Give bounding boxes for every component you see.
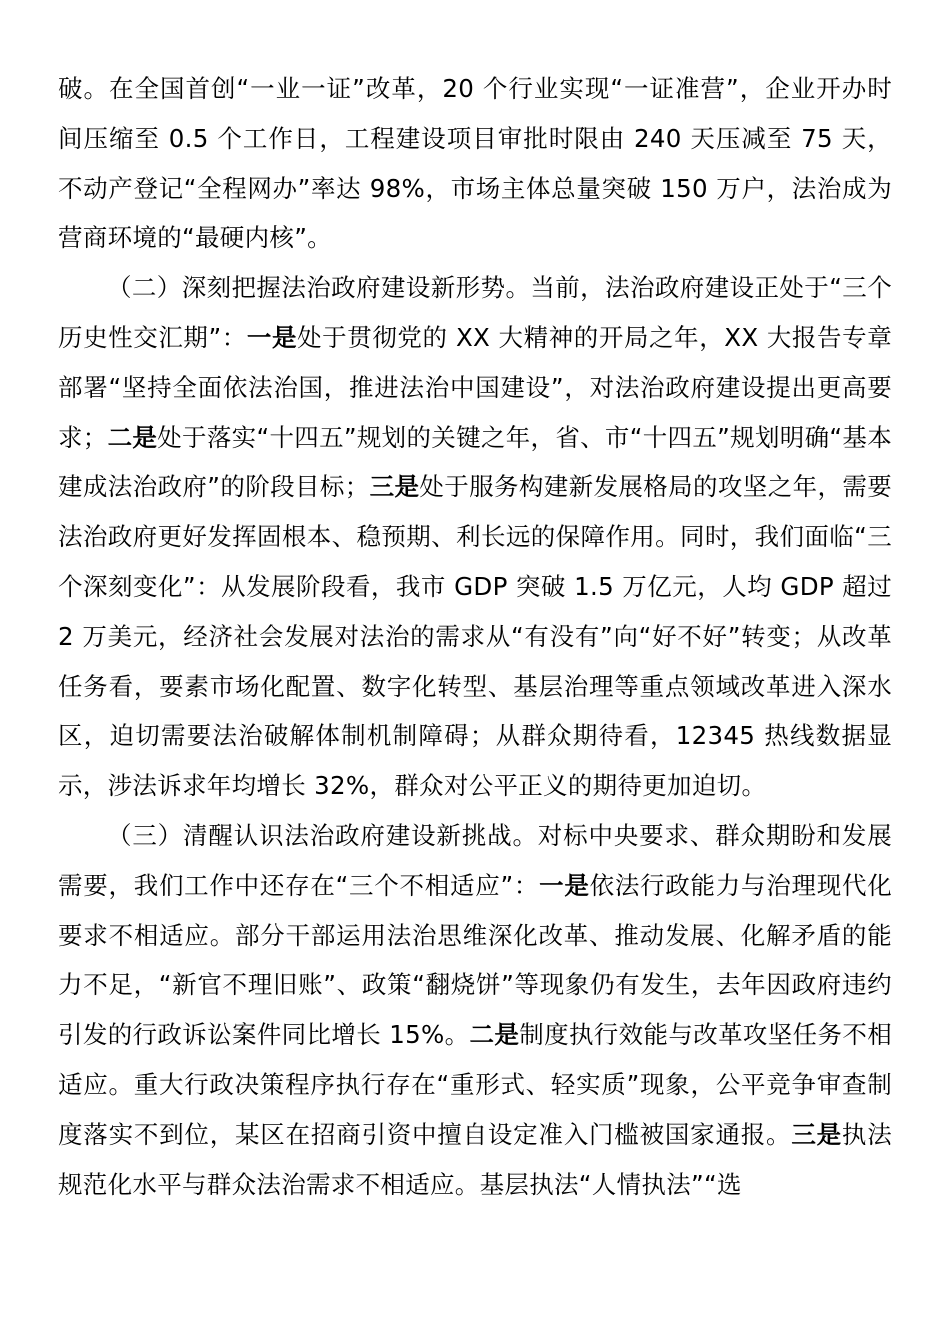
document-page [58,64,892,1209]
emphasis-text: 一是 [246,322,298,352]
emphasis-text: 一是 [539,870,590,900]
emphasis-text: 二是 [469,1020,520,1050]
body-paragraph [58,64,892,263]
body-paragraph [58,263,892,811]
paragraph-text: 处于服务构建新发展格局的攻坚之年，需要法治政府更好发挥固根本、稳预期、利长远的保障作用。同时，我们面临“三个深刻变化”：从发展阶段看，我市 GDP 突破 1.5 万亿元，人均 GDP 超过 2 万美元，经济社会发展对法治的需求从“有没有”向“好不好”转变；从改革任务看，要素市场化配置、数字化转型、基层治理等重点领域改革进入深水区，迫切需要法治破解体制机制障碍；从群众期待看，12345 热线数据显示，涉法诉求年均增长 32%，群众对公平正义的期待更加迫切。 [58,472,893,801]
paragraph-text: 依法行政能力与治理现代化要求不相适应。部分干部运用法治思维深化改革、推动发展、化解矛盾的能力不足，“新官不理旧账”、政策“翻烧饼”等现象仍有发生，去年因政府违约引发的行政诉讼案件同比增长 15%。 [58,870,892,1050]
emphasis-text: 三是 [791,1119,842,1149]
paragraph-text: 破。在全国首创“一业一证”改革，20 个行业实现“一证准营”，企业开办时间压缩至 0.5 个工作日，工程建设项目审批时限由 240 天压减至 75 天，不动产登记“全程网办”率达 98%，市场主体总量突破 150 万户，法治成为营商环境的“最硬内核”。 [58,74,892,253]
body-paragraph [58,811,892,1209]
paragraph-text: 处于落实“十四五”规划的关键之年，省、市“十四五”规划明确“基本建成法治政府”的阶段目标； [58,422,892,502]
paragraph-text: （二）深刻把握法治政府建设新形势。当前，法治政府建设正处于“三个历史性交汇期”： [58,273,892,352]
paragraph-text: 执法规范化水平与群众法治需求不相适应。基层执法“人情执法”“选 [58,1119,892,1199]
paragraph-text: （三）清醒认识法治政府建设新挑战。对标中央要求、群众期盼和发展需要，我们工作中还存在“三个不相适应”： [58,820,892,900]
emphasis-text: 三是 [369,472,420,502]
emphasis-text: 二是 [107,422,158,452]
paragraph-text: 制度执行效能与改革攻坚任务不相适应。重大行政决策程序执行存在“重形式、轻实质”现象，公平竞争审查制度落实不到位，某区在招商引资中擅自设定准入门槛被国家通报。 [58,1020,892,1149]
paragraph-text: 处于贯彻党的 XX 大精神的开局之年，XX 大报告专章部署“坚持全面依法治国，推进法治中国建设”，对法治政府建设提出更高要求； [58,322,892,452]
